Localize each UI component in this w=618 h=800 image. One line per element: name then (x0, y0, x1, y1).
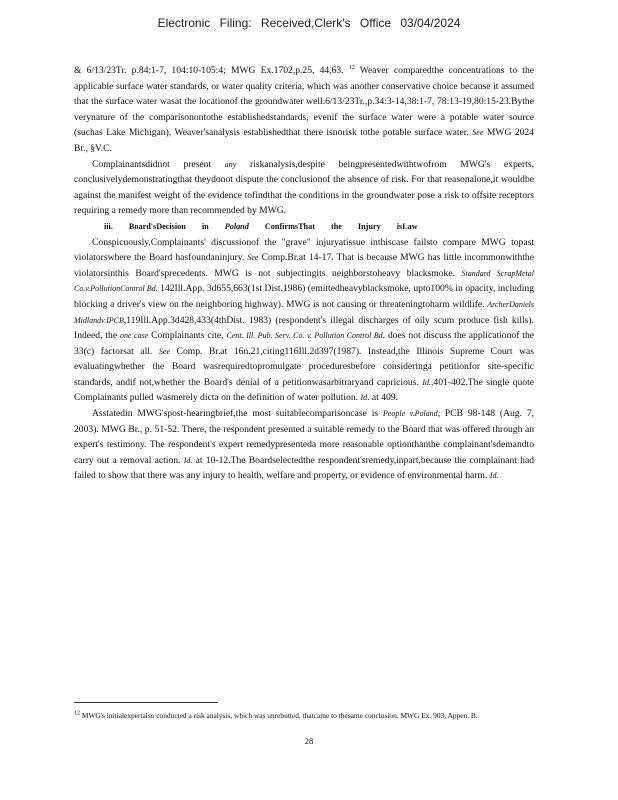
para3-text-1: Conspicuously,Complainants' discussionof the "grave" injuryatissue inthiscase failsto compare MWG topast violatorswhere the Board hasfoundaninjury. (74, 236, 534, 264)
para4-text-3: at 10-12.The Boardselectedthe respondent'sremedy,inpart,because the complainant had failed to show that there was any injury to health, welfare and property, or evidence of environmental harm. (74, 454, 534, 482)
signal-id: Id. (422, 377, 432, 387)
heading-number: iii. (104, 221, 113, 231)
footnote-text: MWG's initialexpertalso conducted a risk analysis, which was unrebutted, thatcame to thesame conclusion. MWG Ex. 903, Appen. B. (81, 711, 478, 720)
page-number: 28 (304, 736, 314, 746)
case-citation: Standard ScrapMetal Co.v.PollutionControl Bd. (74, 268, 535, 294)
signal-id: Id. (183, 455, 193, 465)
para2-text-1: Complainantsdidnot present (92, 158, 212, 170)
para1-text-1: & 6/13/23Tr. p.84:1-7, 104:10-105:4; MWG Ex.1702,p.25, 44,63. (74, 65, 344, 76)
para3-text-5: Complainants cite, (151, 330, 224, 342)
para3-text-9: . at 409. (367, 392, 399, 404)
section-heading (74, 219, 534, 235)
signal-id: Id (360, 393, 368, 403)
signal-id: Id. (489, 471, 499, 481)
para3-text-4: ,119Ill.App.3d428,433(4thDist. 1983) (respondent's illegal discharges of oily scum produce fish kills). Indeed, the (74, 314, 534, 342)
signal-see: See (247, 253, 259, 263)
filing-header: Electronic Filing: Received,Clerk's Office 03/04/2024 (157, 16, 461, 30)
footnote (74, 710, 534, 721)
para3-text-7: Comp. Br.at 16n.21,citing116Ill.2d397(1987). Instead,the Illinois Supreme Court was evaluatingwhether the Board wasrequiredtopromulgate proceduresbefore consideringa petitionfor site-specific standards, andif not,whether the Board's denial of a petitionwasarbitraryand capricious. (74, 345, 534, 388)
page-body (74, 63, 534, 484)
signal-see: See (158, 346, 170, 356)
para3-text-3: 142Ill.App. 3d655,663(1st Dist.1986) (emittedheavyblacksmoke, upto100% in opacity, including blocking a driver's view on the neighboring highway). MWG is not causing or threateningtoharm wildlife. (74, 283, 534, 310)
case-citation: Cent. Ill. Pub. Serv. Co. v. Pollution Control Bd (226, 331, 383, 341)
footnote-number: 12 (74, 710, 80, 717)
paragraph-4 (74, 406, 534, 484)
case-citation: ArcherDaniels Midlandv.IPCB (74, 299, 534, 325)
para3-text-2: Comp.Br.at 14-17. That is because MWG has little incommonwiththe violatorsinthis Board'sprecedents. MWG is not subjectingits neighborstoheavy blacksmoke. (74, 252, 534, 279)
para2-emphasis-any: any (224, 159, 237, 169)
para1-text-3: MWG 2024 Br., §V.C. (74, 127, 535, 154)
case-citation: People v.Poland (382, 409, 438, 419)
para1-text-2: Weaver comparedthe concentrations to the applicable surface water standards, or water quality criteria, which was another conservative choice because it assumed that the surface water wasat the locationof the groundwater well.6/13/23Tr.,p.34:3-14,38:1-7, 78:13-19,80:15-23.Bythe verynature of the comparisonontothe establishedstandards, evenif the surface water were a potable water source (suchas Lake Michigan), Weaver'sanalysis establishedthat there isnorisk tothe potable surface water. (74, 65, 534, 139)
para2-text-2: riskanalysis,despite beingpresentedwithtwofrom MWG's experts, conclusivelydemonstratingthat theydonot dispute the conclusionof the absence of risk. For that reasonalone,it wouldbe against the manifest weight of the evidence tofindthat the conditions in the groundwater pose a risk to offsite receptors requiring a remedy more than recommended by MWG. (74, 158, 535, 217)
heading-text-1: Board'sDecision in (128, 221, 209, 231)
paragraph-3 (74, 235, 534, 407)
footnote-divider (74, 702, 218, 703)
para4-text-1: Asstatedin MWG'spost-hearingbrief,the most suitablecomparisoncase is (92, 408, 379, 420)
signal-see: See (472, 128, 484, 138)
footnote-ref: 12 (348, 64, 355, 71)
heading-text-2: ConfirmsThat the Injury isLaw (264, 221, 418, 231)
paragraph-2 (74, 157, 534, 219)
para4-text-2: , PCB 98-148 (Aug. 7, 2003). MWG Br., p. 51-52. There, the respondent presented a suitable remedy to the Board that was offered through an expert's testimony. The respondent's expert remedypresenteda more reasonable optionthanthe complainant'sdemandto carry out a removal action. (74, 408, 535, 466)
para3-emphasis: one case (120, 331, 149, 341)
para3-text-8: ,401-402.The single quote Complainants pulled wasmerely dicta on the definition of water pollution. (74, 376, 534, 404)
para3-text-6: . does not discuss the applicationof the 33(c) factorsat all. (74, 330, 535, 357)
heading-case-name: Poland (224, 221, 249, 231)
paragraph-1 (74, 63, 534, 157)
